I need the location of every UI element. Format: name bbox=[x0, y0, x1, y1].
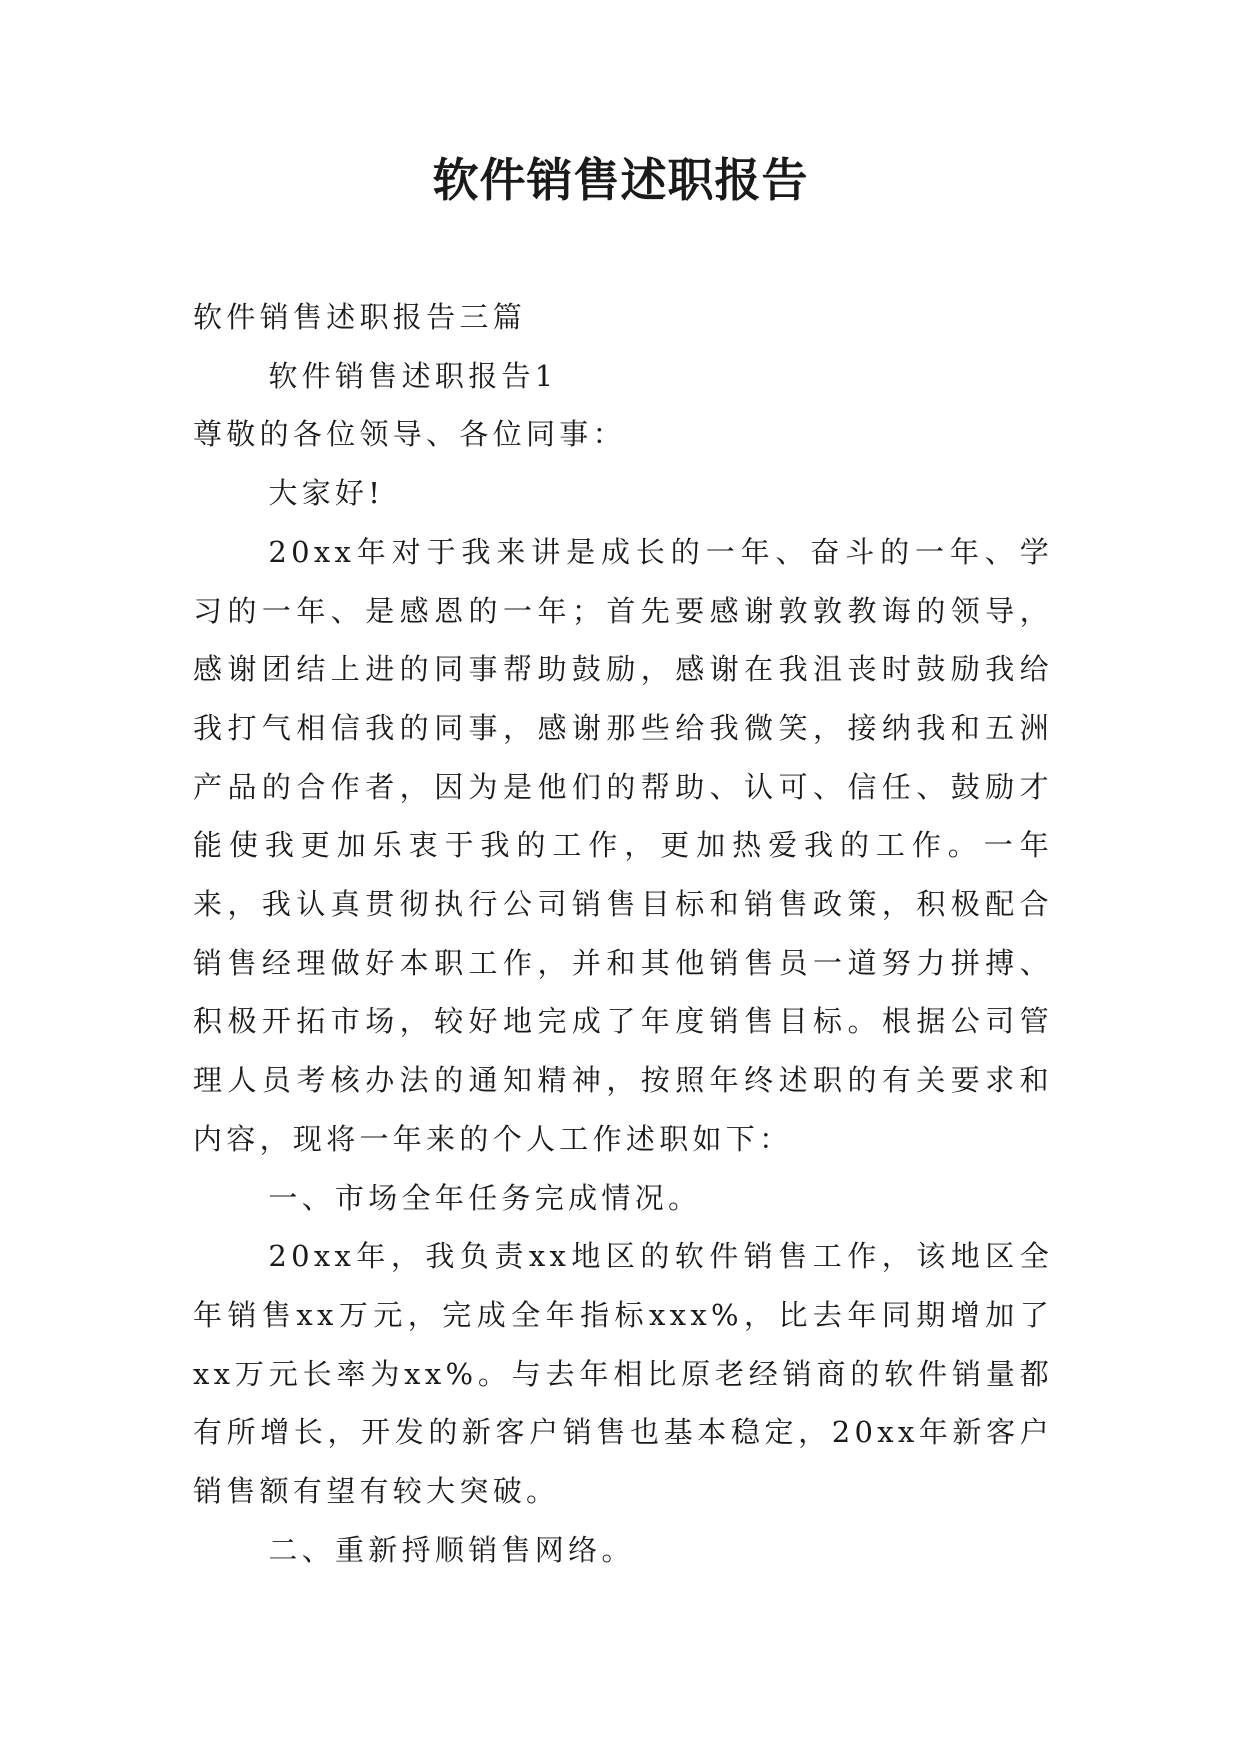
document-body bbox=[193, 288, 1053, 1579]
paragraph: 20xx年对于我来讲是成长的一年、奋斗的一年、学习的一年、是感恩的一年；首先要感谢敦敦教诲的领导，感谢团结上进的同事帮助鼓励，感谢在我沮丧时鼓励我给我打气相信我的同事，感谢那些给我微笑，接纳我和五洲产品的合作者，因为是他们的帮助、认可、信任、鼓励才能使我更加乐衷于我的工作，更加热爱我的工作。一年来，我认真贯彻执行公司销售目标和销售政策，积极配合销售经理做好本职工作，并和其他销售员一道努力拼搏、积极开拓市场，较好地完成了年度销售目标。根据公司管理人员考核办法的通知精神，按照年终述职的有关要求和内容，现将一年来的个人工作述职如下： bbox=[193, 534, 1053, 1156]
paragraph: 一、市场全年任务完成情况。 bbox=[268, 1180, 702, 1215]
document-title: 软件销售述职报告 bbox=[432, 153, 809, 207]
paragraph: 尊敬的各位领导、各位同事： bbox=[193, 417, 626, 452]
paragraph: 软件销售述职报告1 bbox=[268, 358, 558, 393]
paragraph: 软件销售述职报告三篇 bbox=[193, 300, 527, 334]
paragraph: 20xx年，我负责xx地区的软件销售工作，该地区全年销售xx万元，完成全年指标xxx%，比去年同期增加了xx万元长率为xx%。与去年相比原老经销商的软件销量都有所增长，开发的新客户销售也基本稳定，20xx年新客户销售额有望有较大突破。 bbox=[193, 1239, 1053, 1509]
paragraph: 大家好! bbox=[268, 476, 385, 511]
paragraph: 二、重新捋顺销售网络。 bbox=[268, 1532, 635, 1567]
